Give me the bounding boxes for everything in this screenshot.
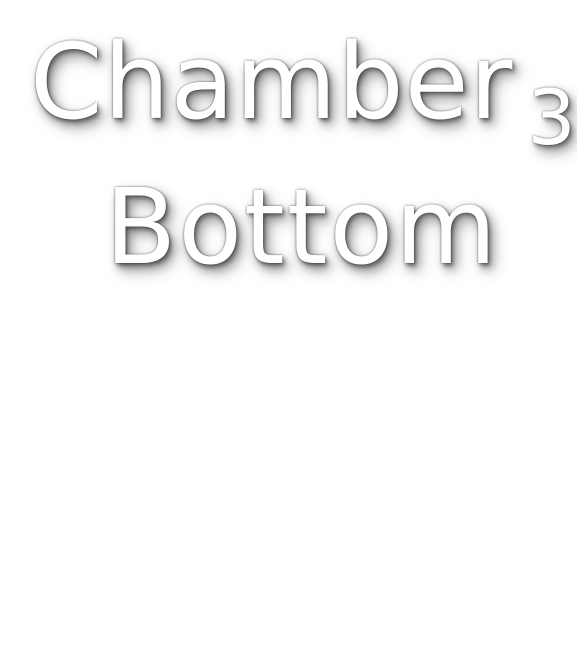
title-line-1 bbox=[30, 21, 577, 162]
title-line-2: Bottom bbox=[105, 166, 499, 288]
title-block bbox=[0, 0, 577, 300]
title-number: 3 bbox=[527, 73, 577, 162]
title-word: Chamber bbox=[30, 21, 514, 143]
